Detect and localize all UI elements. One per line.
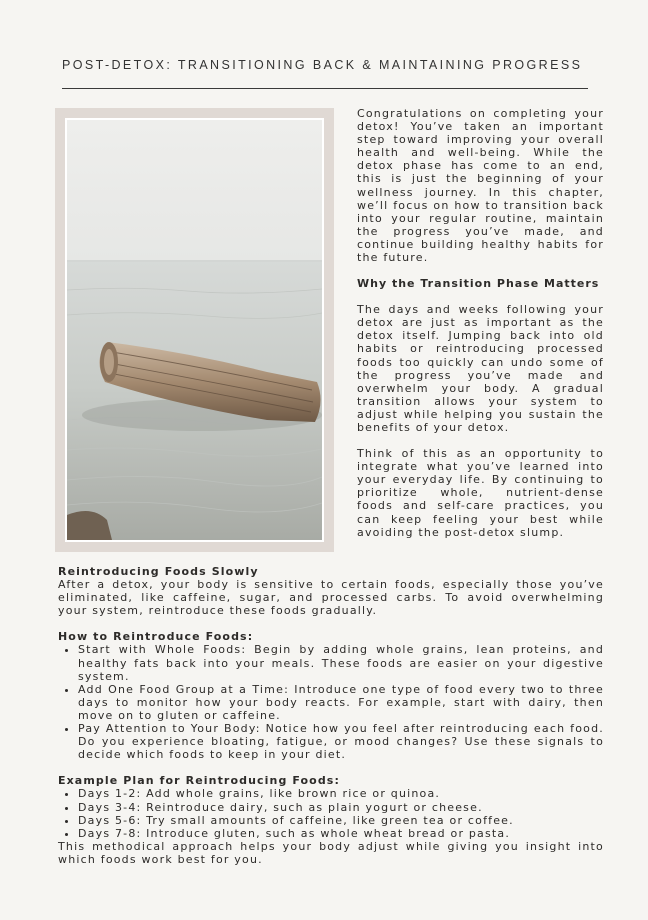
main-content [58, 565, 604, 866]
list-item: • Add One Food Group at a Time: Introduce one type of food every two to three days to monitor how your body reacts. For example, start with dairy, then move on to gluten or caffeine. [78, 683, 604, 722]
transition-paragraph: The days and weeks following your detox are just as important as the detox itself. Jumping back into old habits or reintroducing processed foods too quickly can undo some of the progress you’ve made and overwhelm your body. A gradual transition allows your system to adjust while helping you sustain the benefits of your detox. [357, 303, 604, 434]
driftwood-photo [67, 120, 322, 540]
transition-heading: Why the Transition Phase Matters [357, 277, 600, 291]
closing-paragraph: This methodical approach helps your body adjust while giving you insight into which foods work best for you. [58, 839, 604, 866]
reintroducing-paragraph: After a detox, your body is sensitive to certain foods, especially those you’ve eliminated, like caffeine, sugar, and processed carbs. To avoid overwhelming your system, reintroduce these foods gradually. [58, 578, 604, 618]
list-item: • Days 7-8: Introduce gluten, such as whole wheat bread or pasta. [78, 827, 604, 840]
list-item: • Pay Attention to Your Body: Notice how you feel after reintroducing each food. Do you experience bloating, fatigue, or mood changes? Use these signals to decide which foods to keep in your diet. [78, 722, 604, 761]
how-to-heading: How to Reintroduce Foods: [58, 630, 254, 644]
integrate-paragraph: Think of this as an opportunity to integrate what you’ve learned into your everyday life. By continuing to prioritize whole, nutrient-dense foods and self-care practices, you can keep feeling your best while avoiding the post-detox slump. [357, 447, 604, 539]
page-title: POST-DETOX: TRANSITIONING BACK & MAINTAINING PROGRESS [62, 58, 583, 72]
example-plan-heading: Example Plan for Reintroducing Foods: [58, 774, 340, 788]
example-plan-list [58, 787, 604, 839]
list-item: • Days 1-2: Add whole grains, like brown rice or quinoa. [78, 787, 604, 800]
list-item: • Days 5-6: Try small amounts of caffeine, like green tea or coffee. [78, 814, 604, 827]
list-item: • Days 3-4: Reintroduce dairy, such as plain yogurt or cheese. [78, 801, 604, 814]
title-divider [62, 88, 588, 89]
intro-column [357, 107, 604, 539]
photo-frame [55, 108, 334, 552]
intro-paragraph: Congratulations on completing your detox! You’ve taken an important step toward improving your overall health and well-being. While the detox phase has come to an end, this is just the beginning of your wellness journey. In this chapter, we’ll focus on how to transition back into your regular routine, maintain the progress you’ve made, and continue building healthy habits for the future. [357, 107, 604, 265]
reintroducing-heading: Reintroducing Foods Slowly [58, 565, 259, 578]
list-item: • Start with Whole Foods: Begin by adding whole grains, lean proteins, and healthy fats back into your meals. These foods are easier on your digestive system. [78, 643, 604, 682]
how-to-list [58, 643, 604, 761]
